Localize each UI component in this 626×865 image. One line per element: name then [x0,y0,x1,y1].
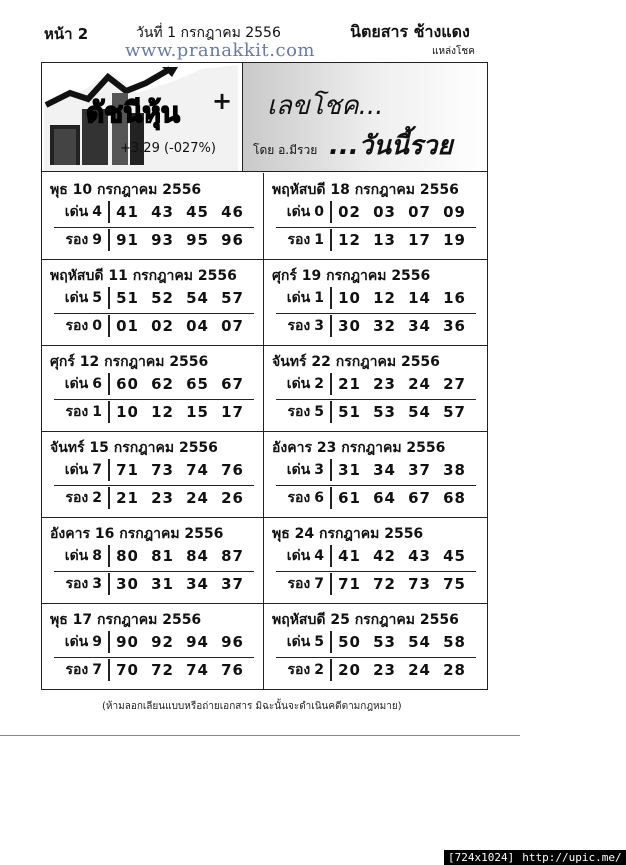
draw-date: พุธ 17 กรกฎาคม 2556 [50,612,202,628]
lucky-number: 53 [373,633,396,651]
lucky-number: 60 [116,375,139,393]
draw-date: อังคาร 23 กรกฎาคม 2556 [272,440,446,456]
lucky-number: 12 [373,289,396,307]
sub-label-text: รอง [287,318,311,334]
lead-numbers [332,375,472,393]
draw-date: ศุกร์ 12 กรกฎาคม 2556 [50,354,209,370]
lead-digit: 5 [314,634,324,650]
lucky-number: 74 [186,461,209,479]
lucky-number: 94 [186,633,209,651]
lead-label-text: เด่น [286,376,311,392]
lucky-number: 12 [151,403,174,421]
lead-row [54,631,254,653]
sub-numbers [110,575,250,593]
lucky-number: 13 [373,231,396,249]
lucky-number: 32 [373,317,396,335]
index-change: +3.29 (-027%) [120,141,216,156]
sub-label-text: รอง [65,318,89,334]
lucky-number: 41 [116,203,139,221]
prediction-right-2 [268,345,478,431]
sub-row [276,659,476,681]
lucky-number: 10 [116,403,139,421]
lucky-number: 54 [408,403,431,421]
lucky-number: 21 [338,375,361,393]
lead-row [276,287,476,309]
draw-date: อังคาร 16 กรกฎาคม 2556 [50,526,224,542]
lottery-sheet [41,62,488,690]
lucky-number: 57 [443,403,466,421]
lucky-number: 43 [408,547,431,565]
sub-label-text: รอง [287,490,311,506]
lead-label [276,201,332,223]
upic-link[interactable]: http://upic.me/ [518,850,625,865]
draw-date: พฤหัสบดี 25 กรกฎาคม 2556 [272,612,459,628]
lead-label-text: เด่น [64,290,89,306]
sub-digit: 2 [92,490,102,506]
lucky-number: 68 [443,489,466,507]
lead-row [54,201,254,223]
lucky-number: 96 [221,633,244,651]
lead-label-text: เด่น [64,376,89,392]
lucky-number: 01 [116,317,139,335]
lucky-number: 53 [373,403,396,421]
lead-digit: 0 [314,204,324,220]
lead-digit: 4 [314,548,324,564]
lucky-number: 23 [373,661,396,679]
image-size-stamp: [724x1024] [444,850,518,865]
lucky-number: 19 [443,231,466,249]
row-separator [276,313,476,314]
sub-digit: 0 [92,318,102,334]
banner [42,63,487,172]
draw-date: พฤหัสบดี 18 กรกฎาคม 2556 [272,182,459,198]
sub-row [276,315,476,337]
lucky-number: 51 [116,289,139,307]
lucky-number: 73 [151,461,174,479]
lucky-number: 58 [443,633,466,651]
lucky-number: 96 [221,231,244,249]
sub-numbers [332,575,472,593]
lucky-number: 45 [186,203,209,221]
lucky-number: 72 [373,575,396,593]
lead-label [54,545,110,567]
lead-numbers [332,461,472,479]
byline: โดย อ.มีรวย [253,143,318,157]
lead-label [54,287,110,309]
lucky-number: 30 [338,317,361,335]
heading: เลขโชค... [267,91,384,121]
lucky-number: 27 [443,375,466,393]
lead-numbers [110,633,250,651]
predictions-grid [42,173,487,689]
lucky-number: 31 [151,575,174,593]
lucky-number: 65 [186,375,209,393]
sub-digit: 6 [314,490,324,506]
sub-numbers [110,317,250,335]
sub-label-text: รอง [65,490,89,506]
sub-label-text: รอง [65,404,89,420]
sub-label [276,315,332,337]
sub-label [54,573,110,595]
lead-digit: 2 [314,376,324,392]
index-title: ดัชนีหุ้น [86,96,180,129]
sub-label [54,315,110,337]
sub-numbers [110,661,250,679]
lead-numbers [332,633,472,651]
lucky-number: 17 [408,231,431,249]
lucky-number: 03 [373,203,396,221]
lucky-number: 20 [338,661,361,679]
row-separator [54,657,254,658]
prediction-left-5 [46,603,256,689]
lucky-number: 54 [408,633,431,651]
lead-label-text: เด่น [286,290,311,306]
prediction-right-3 [268,431,478,517]
prediction-right-0 [268,173,478,259]
sub-row [54,401,254,423]
lead-row [276,459,476,481]
sub-digit: 9 [92,232,102,248]
lucky-number: 34 [408,317,431,335]
lucky-number: 71 [116,461,139,479]
lead-label-text: เด่น [64,634,89,650]
lead-label-text: เด่น [286,462,311,478]
lead-label [276,373,332,395]
lead-label-text: เด่น [286,204,311,220]
prediction-right-1 [268,259,478,345]
lead-digit: 6 [92,376,102,392]
sub-label [276,659,332,681]
sub-numbers [110,489,250,507]
sub-label [54,659,110,681]
prediction-left-2 [46,345,256,431]
sub-digit: 3 [92,576,102,592]
row-separator [54,227,254,228]
lucky-number: 75 [443,575,466,593]
lucky-number: 74 [186,661,209,679]
lucky-number: 76 [221,461,244,479]
sub-numbers [110,231,250,249]
lead-numbers [110,375,250,393]
website-watermark[interactable]: www.pranakkit.com [125,40,316,61]
lucky-number: 81 [151,547,174,565]
lucky-number: 43 [151,203,174,221]
lucky-number: 84 [186,547,209,565]
sub-label-text: รอง [287,662,311,678]
draw-date: พุธ 24 กรกฎาคม 2556 [272,526,424,542]
lucky-number: 02 [151,317,174,335]
lead-label [54,373,110,395]
lucky-number: 07 [221,317,244,335]
lead-row [276,545,476,567]
lucky-number: 70 [116,661,139,679]
lucky-number: 72 [151,661,174,679]
lucky-number: 04 [186,317,209,335]
lead-row [54,545,254,567]
lead-label-text: เด่น [286,634,311,650]
lucky-number: 16 [443,289,466,307]
lucky-number: 26 [221,489,244,507]
lead-label [276,287,332,309]
sub-digit: 7 [314,576,324,592]
sub-label-text: รอง [65,576,89,592]
lead-row [276,631,476,653]
sub-row [276,229,476,251]
tagline: ...วันนี้รวย [329,131,453,161]
lead-digit: 9 [92,634,102,650]
lucky-number: 34 [186,575,209,593]
lucky-number: 76 [221,661,244,679]
lucky-number: 67 [221,375,244,393]
lead-numbers [110,203,250,221]
sub-row [276,401,476,423]
lucky-number: 73 [408,575,431,593]
sub-label [54,487,110,509]
sub-label-text: รอง [65,662,89,678]
row-separator [276,399,476,400]
sub-numbers [332,231,472,249]
sub-row [54,315,254,337]
lucky-number: 12 [338,231,361,249]
sub-label-text: รอง [65,232,89,248]
sub-label-text: รอง [287,232,311,248]
sub-digit: 7 [92,662,102,678]
lucky-number: 02 [338,203,361,221]
lucky-number: 23 [373,375,396,393]
lucky-number: 50 [338,633,361,651]
draw-date: ศุกร์ 19 กรกฎาคม 2556 [272,268,431,284]
lucky-number: 30 [116,575,139,593]
row-separator [276,227,476,228]
sub-numbers [110,403,250,421]
lucky-number-heading-panel [243,63,487,171]
lucky-number: 45 [443,547,466,565]
row-separator [54,571,254,572]
sub-digit: 1 [314,232,324,248]
lucky-number: 28 [443,661,466,679]
lead-digit: 5 [92,290,102,306]
lucky-number: 87 [221,547,244,565]
lucky-number: 21 [116,489,139,507]
sub-row [276,573,476,595]
sub-label [54,401,110,423]
lucky-number: 10 [338,289,361,307]
lucky-number: 71 [338,575,361,593]
lucky-number: 41 [338,547,361,565]
lucky-number: 62 [151,375,174,393]
lead-label [54,631,110,653]
lead-digit: 1 [314,290,324,306]
row-separator [276,657,476,658]
sub-label [54,229,110,251]
lucky-number: 95 [186,231,209,249]
lead-numbers [332,203,472,221]
lucky-number: 09 [443,203,466,221]
lead-label-text: เด่น [64,204,89,220]
row-separator [54,313,254,314]
lead-row [54,373,254,395]
lead-digit: 4 [92,204,102,220]
lucky-number: 46 [221,203,244,221]
draw-date: พุธ 10 กรกฎาคม 2556 [50,182,202,198]
lucky-number: 37 [221,575,244,593]
lucky-number: 80 [116,547,139,565]
lucky-number: 52 [151,289,174,307]
lucky-number: 24 [408,375,431,393]
draw-date: จันทร์ 15 กรกฎาคม 2556 [50,440,218,456]
sub-numbers [332,317,472,335]
lead-label-text: เด่น [64,462,89,478]
lucky-number: 07 [408,203,431,221]
sub-numbers [332,489,472,507]
lead-row [276,201,476,223]
lead-label [276,545,332,567]
lead-label [54,201,110,223]
lucky-number: 14 [408,289,431,307]
sub-digit: 5 [314,404,324,420]
lead-label [54,459,110,481]
lucky-number: 92 [151,633,174,651]
lucky-number: 17 [221,403,244,421]
lucky-number: 24 [408,661,431,679]
lucky-number: 93 [151,231,174,249]
lucky-number: 15 [186,403,209,421]
sub-row [54,229,254,251]
lead-numbers [110,547,250,565]
sub-numbers [332,403,472,421]
lucky-number: 42 [373,547,396,565]
lucky-number: 54 [186,289,209,307]
prediction-right-4 [268,517,478,603]
row-separator [54,399,254,400]
row-separator [276,485,476,486]
lead-digit: 7 [92,462,102,478]
sub-row [276,487,476,509]
sub-digit: 2 [314,662,324,678]
lucky-number: 37 [408,461,431,479]
lucky-number: 51 [338,403,361,421]
prediction-left-4 [46,517,256,603]
issue-date: วันที่ 1 กรกฎาคม 2556 [136,25,281,41]
magazine-name: นิตยสาร ช้างแดง [350,22,470,41]
sub-label [276,229,332,251]
prediction-left-0 [46,173,256,259]
lead-digit: 8 [92,548,102,564]
magazine-subtitle: แหล่งโชค [432,46,475,57]
sub-row [54,659,254,681]
lucky-number: 36 [443,317,466,335]
lead-numbers [110,289,250,307]
lead-row [54,287,254,309]
lucky-number: 31 [338,461,361,479]
lucky-number: 34 [373,461,396,479]
sub-numbers [332,661,472,679]
index-plus: + [212,87,233,115]
lucky-number: 64 [373,489,396,507]
lucky-number: 61 [338,489,361,507]
lead-label-text: เด่น [286,548,311,564]
prediction-left-3 [46,431,256,517]
upic-stamp [444,846,626,865]
sub-row [54,573,254,595]
lead-digit: 3 [314,462,324,478]
lucky-number: 91 [116,231,139,249]
page-edge [0,735,520,736]
page-number: หน้า 2 [44,25,89,43]
row-separator [54,485,254,486]
sub-label [276,573,332,595]
row-separator [276,571,476,572]
lead-label [276,459,332,481]
lead-numbers [332,289,472,307]
lead-row [54,459,254,481]
draw-date: พฤหัสบดี 11 กรกฎาคม 2556 [50,268,237,284]
sub-row [54,487,254,509]
lucky-number: 90 [116,633,139,651]
lead-label [276,631,332,653]
lead-numbers [110,461,250,479]
draw-date: จันทร์ 22 กรกฎาคม 2556 [272,354,440,370]
sub-label [276,401,332,423]
sub-label [276,487,332,509]
lucky-number: 57 [221,289,244,307]
sub-label-text: รอง [287,576,311,592]
prediction-right-5 [268,603,478,689]
sub-label-text: รอง [287,404,311,420]
lucky-number: 67 [408,489,431,507]
lucky-number: 24 [186,489,209,507]
stock-index-panel [42,63,243,171]
prediction-left-1 [46,259,256,345]
lucky-number: 23 [151,489,174,507]
lead-label-text: เด่น [64,548,89,564]
lucky-number: 38 [443,461,466,479]
sub-digit: 3 [314,318,324,334]
sub-digit: 1 [92,404,102,420]
lead-row [276,373,476,395]
copyright-note: (ห้ามลอกเลียนแบบหรือถ่ายเอกสาร มิฉะนั้นจะดำเนินคดีตามกฎหมาย) [102,701,402,712]
lead-numbers [332,547,472,565]
